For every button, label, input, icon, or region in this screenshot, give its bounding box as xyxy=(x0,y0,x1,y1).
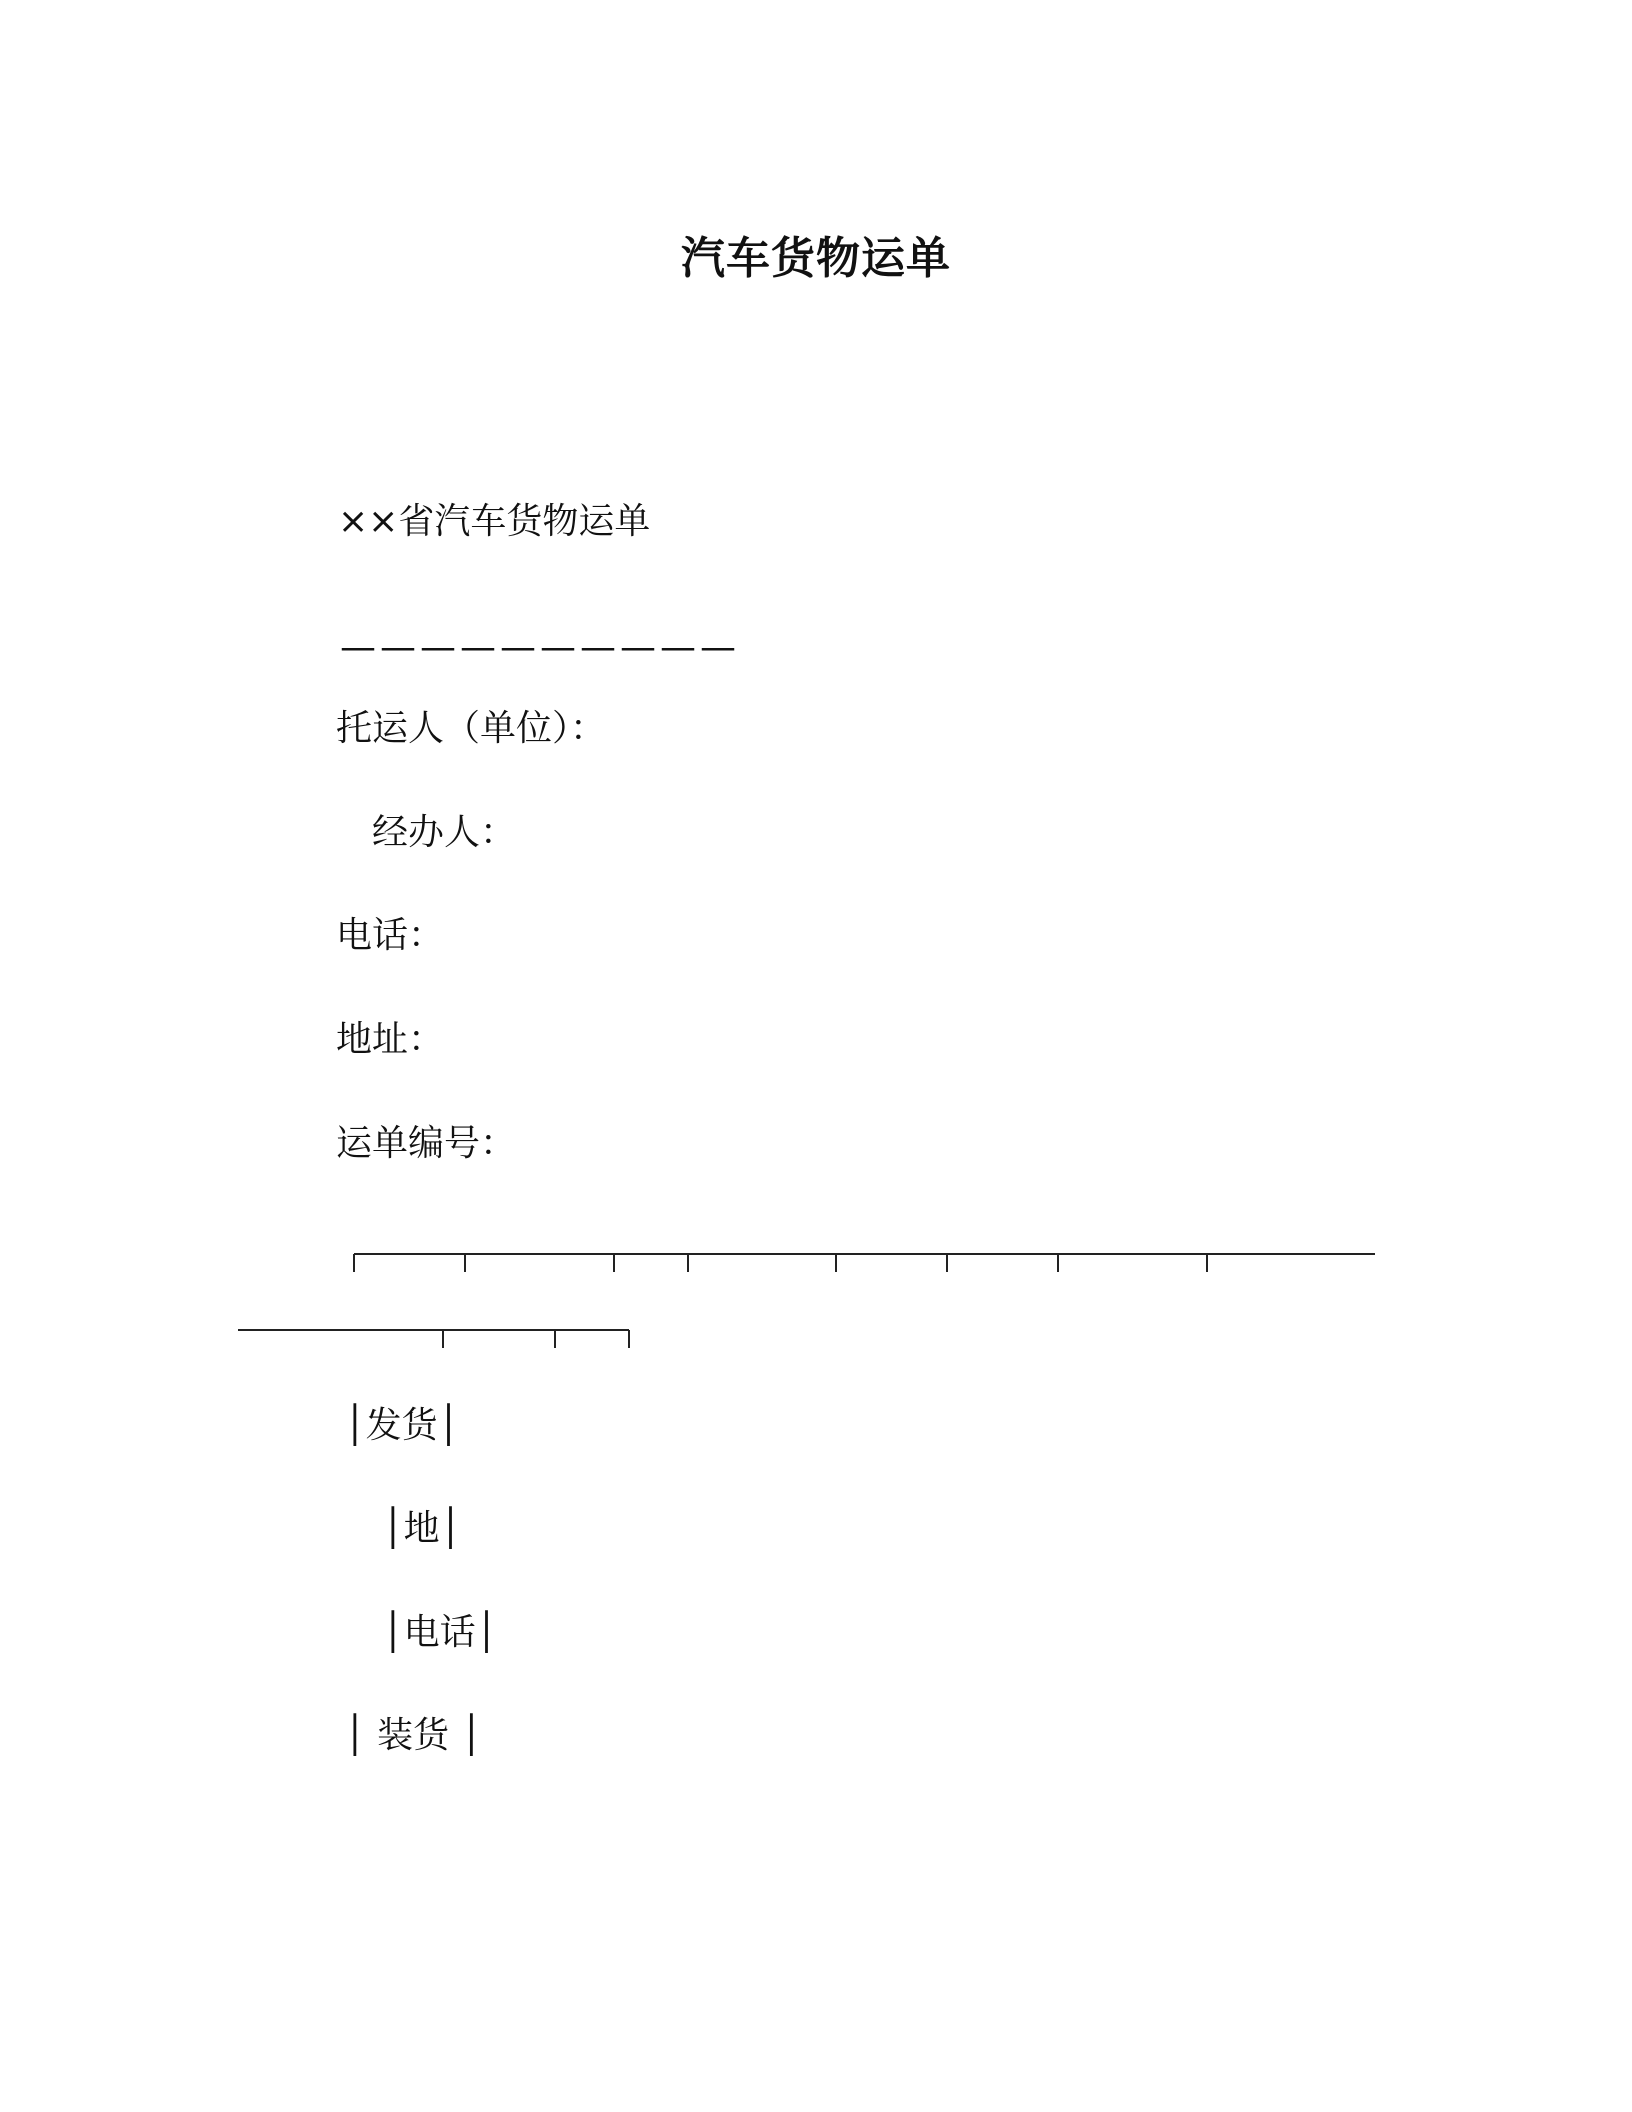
form-subtitle: ××省汽车货物运单 xyxy=(338,501,651,542)
shipper-label: 托运人（单位）： xyxy=(336,708,607,749)
page-title: 汽车货物运单 xyxy=(681,233,951,284)
place-cell: │地│ xyxy=(382,1508,462,1549)
ship-from-cell: │发货│ xyxy=(344,1405,460,1446)
handler-label: 经办人： xyxy=(372,812,517,853)
waybill-number-label: 运单编号： xyxy=(336,1123,517,1164)
loading-cell: │ 装货 │ xyxy=(344,1715,483,1756)
address-label: 地址： xyxy=(336,1019,445,1060)
phone-label: 电话： xyxy=(336,915,445,956)
telephone-cell: │电话│ xyxy=(382,1612,498,1653)
separator-line: —————————— xyxy=(340,627,740,668)
